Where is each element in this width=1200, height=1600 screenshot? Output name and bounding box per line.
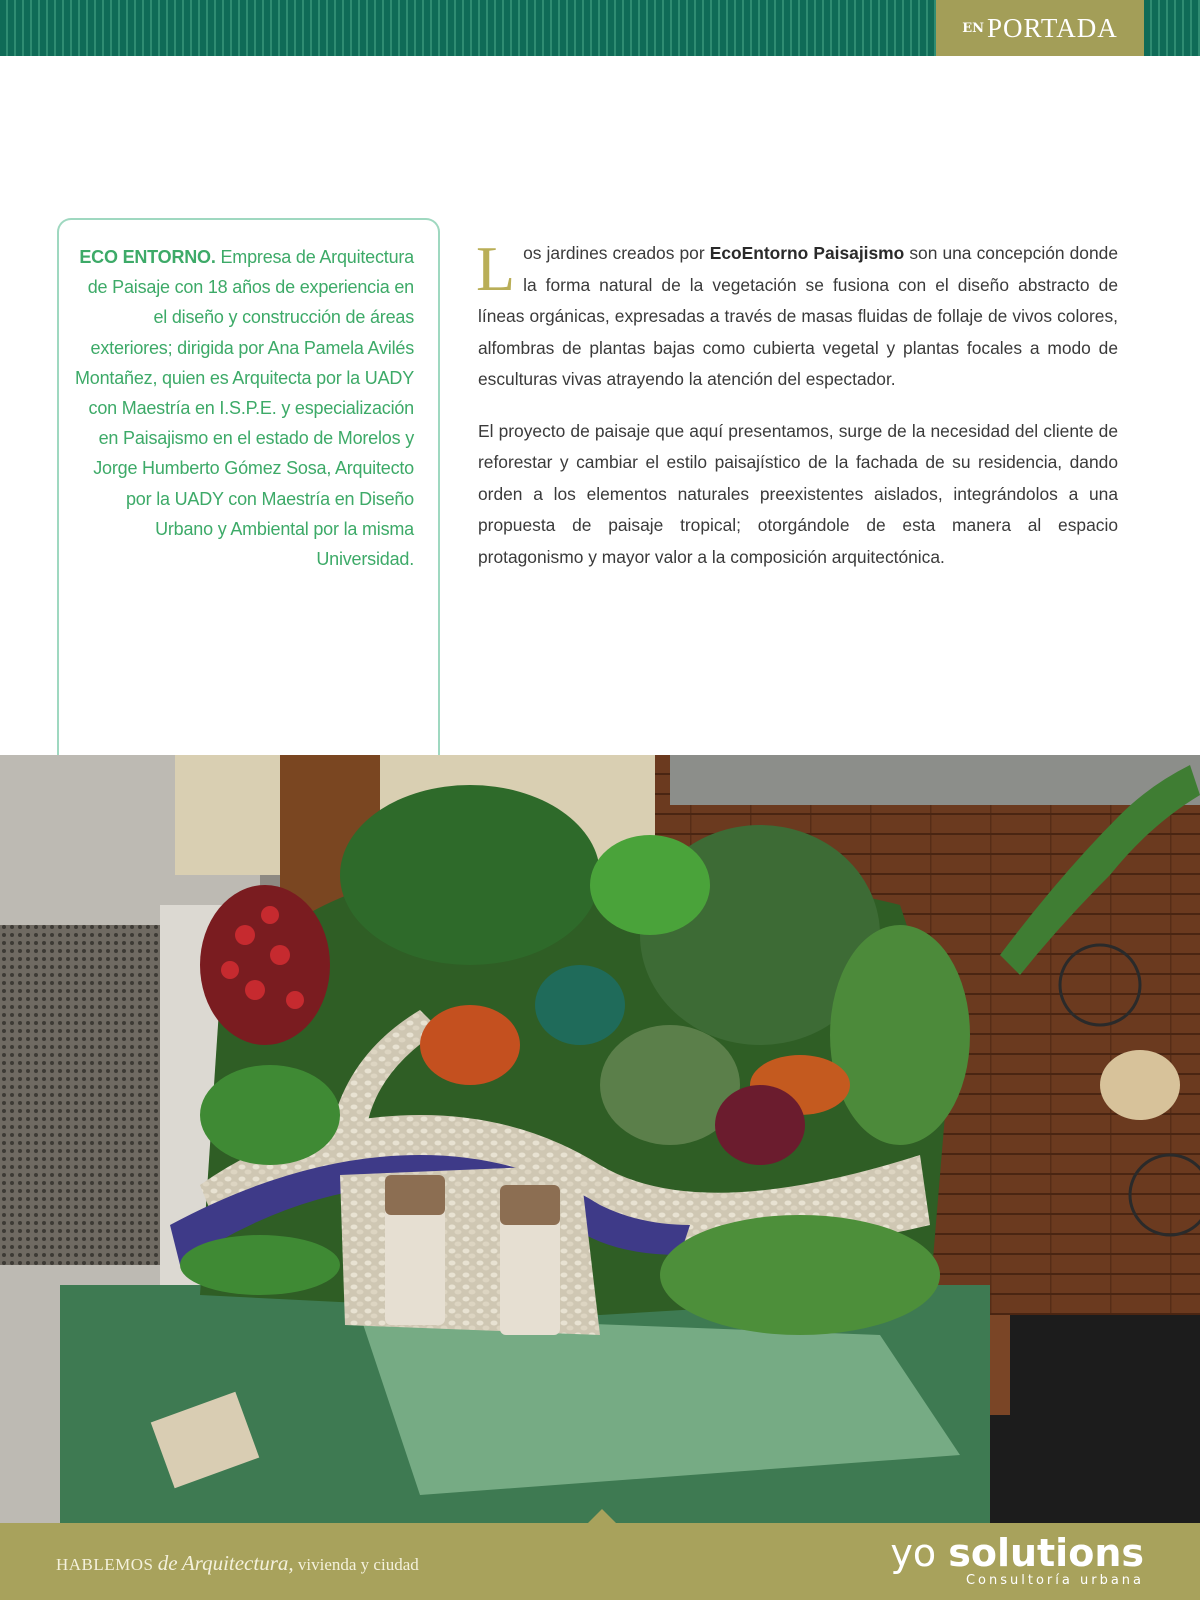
brand-name-light: yo <box>890 1531 949 1575</box>
company-name: EcoEntorno Paisajismo <box>709 243 905 263</box>
footer-tagline-a: HABLEMOS <box>56 1555 154 1574</box>
drop-cap: L <box>476 233 516 304</box>
footer-notch <box>588 1509 616 1523</box>
brand-name <box>890 1531 1144 1575</box>
garden-photo <box>0 755 1200 1523</box>
article-body <box>476 233 1118 593</box>
garden-illustration <box>0 755 1200 1523</box>
sidebar-box <box>57 218 440 758</box>
article-paragraph-1 <box>476 233 1118 396</box>
footer-tagline-c: vivienda y ciudad <box>297 1555 419 1574</box>
article-paragraph-2: El proyecto de paisaje que aquí presentamos, surge de la necesidad del cliente de reforestar y cambiar el estilo paisajístico de la fachada de su residencia, dando orden a los elementos naturales preexistentes aislados, integrándolos a una propuesta de paisaje tropical; otorgándole de esta manera al espacio protagonismo y mayor valor a la composición arquitectónica. <box>478 420 1118 567</box>
footer-bar <box>0 1523 1200 1600</box>
sidebar-text <box>74 242 414 574</box>
footer-tagline-b: Arquitectura, <box>181 1551 294 1575</box>
section-prefix: EN <box>962 20 985 36</box>
sidebar-body: Empresa de Arquitectura de Paisaje con 18 años de experiencia en el diseño y construcción de áreas exteriores; dirigida por Ana Pamela Avilés Montañez, quien es Arquitecta por la UADY con Maestría en I.S.P.E. y especialización en Paisajismo en el estado de Morelos y Jorge Humberto Gómez Sosa, Arquitecto por la UADY con Maestría en Diseño Urbano y Ambiental por la misma Universidad. <box>75 247 414 570</box>
p1-rest: son una concepción donde la forma natural de la vegetación se fusiona con el diseño abstracto de líneas orgánicas, expresadas a través de masas fluidas de follaje de vivos colores, alfombras de plantas bajas como cubierta vegetal y plantas focales a modo de esculturas vivas atrayendo la atención del espectador. <box>478 243 1118 389</box>
footer-tagline <box>56 1551 419 1576</box>
section-title: PORTADA <box>987 12 1118 43</box>
p1-start: os jardines creados por <box>523 243 710 263</box>
brand-name-heavy: solutions <box>948 1531 1144 1575</box>
footer-tagline-de: de <box>157 1551 178 1575</box>
sidebar-lead: ECO ENTORNO. <box>79 247 216 267</box>
brand-subtitle: Consultoría urbana <box>965 1573 1144 1588</box>
section-tag <box>936 0 1144 56</box>
brand-logo <box>890 1531 1144 1588</box>
